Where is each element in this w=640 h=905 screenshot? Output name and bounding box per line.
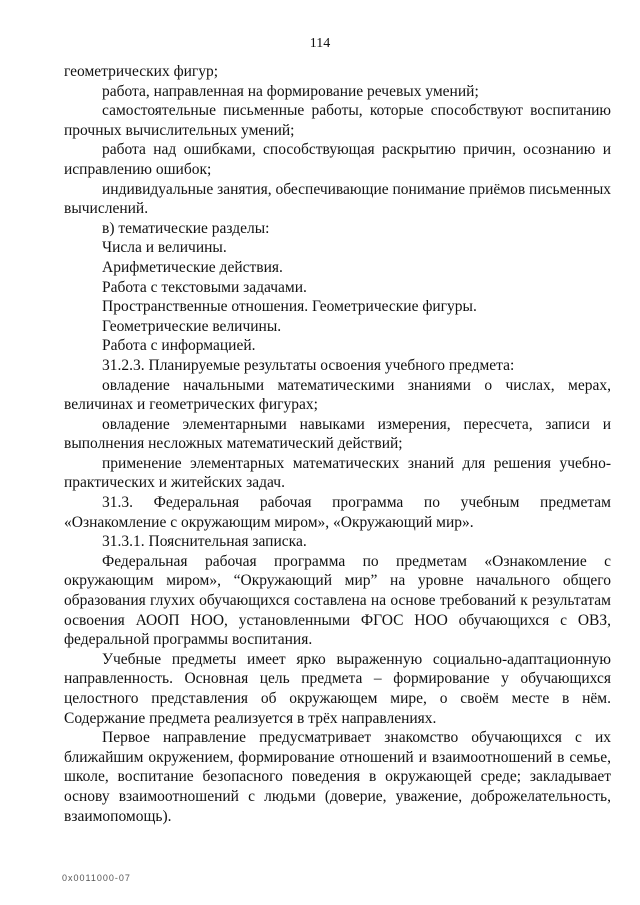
paragraph: 31.3. Федеральная рабочая программа по учебным предметам «Ознакомление с окружающим миром», «Окружающий мир». [64, 494, 611, 531]
paragraph: Геометрические величины. [102, 317, 282, 335]
footer-code: 0x0011000-07 [62, 873, 131, 883]
paragraph: применение элементарных математических знаний для решения учебно-практических и житейских задач. [64, 454, 611, 492]
page-number: 114 [309, 36, 331, 51]
paragraph: овладение начальными математическими знаниями о числах, мерах, величинах и геометрических фигурах; [64, 376, 611, 414]
paragraph: в) тематические разделы: [102, 219, 270, 237]
paragraph: Работа с текстовыми задачами. [102, 278, 307, 296]
paragraph: Федеральная рабочая программа по предметам «Ознакомление с окружающим миром», “Окружающий мир” на уровне начального общего образования глухих обучающихся составлена на основе требований к результатам освоения АООП НОО, установленными ФГОС НОО обучающихся с ОВЗ, федеральной программы воспитания. [64, 552, 611, 649]
document-body [64, 62, 611, 826]
paragraph: овладение элементарными навыками измерения, пересчета, записи и выполнения несложных математический действий; [64, 415, 611, 453]
paragraph: Учебные предметы имеет ярко выраженную социально-адаптационную направленность. Основная цель предмета – формирование у обучающихся целостного представления об окружающем мире, о своём месте в нём. Содержание предмета реализуется в трёх направлениях. [64, 650, 611, 727]
paragraph: Работа с информацией. [102, 337, 256, 355]
paragraph: Числа и величины. [102, 239, 227, 257]
paragraph: Первое направление предусматривает знакомство обучающихся с их ближайшим окружением, формирование отношений и взаимоотношений в семье, школе, воспитание безопасного поведения в окружающей среде; закладывает основу взаимоотношений с людьми (доверие, уважение, доброжелательность, взаимопомощь). [64, 729, 611, 825]
paragraph: Арифметические действия. [102, 258, 283, 276]
paragraph: геометрических фигур; [64, 63, 219, 80]
paragraph: 31.3.1. Пояснительная записка. [102, 533, 307, 551]
paragraph: индивидуальные занятия, обеспечивающие понимание приёмов письменных вычислений. [64, 180, 612, 218]
paragraph: 31.2.3. Планируемые результаты освоения учебного предмета: [102, 356, 515, 374]
paragraph: Пространственные отношения. Геометрические фигуры. [102, 298, 477, 316]
paragraph: работа, направленная на формирование речевых умений; [102, 82, 479, 100]
paragraph: самостоятельные письменные работы, которые способствуют воспитанию прочных вычислительных умений; [64, 102, 611, 139]
paragraph: работа над ошибками, способствующая раскрытию причин, осознанию и исправлению ошибок; [64, 141, 611, 178]
